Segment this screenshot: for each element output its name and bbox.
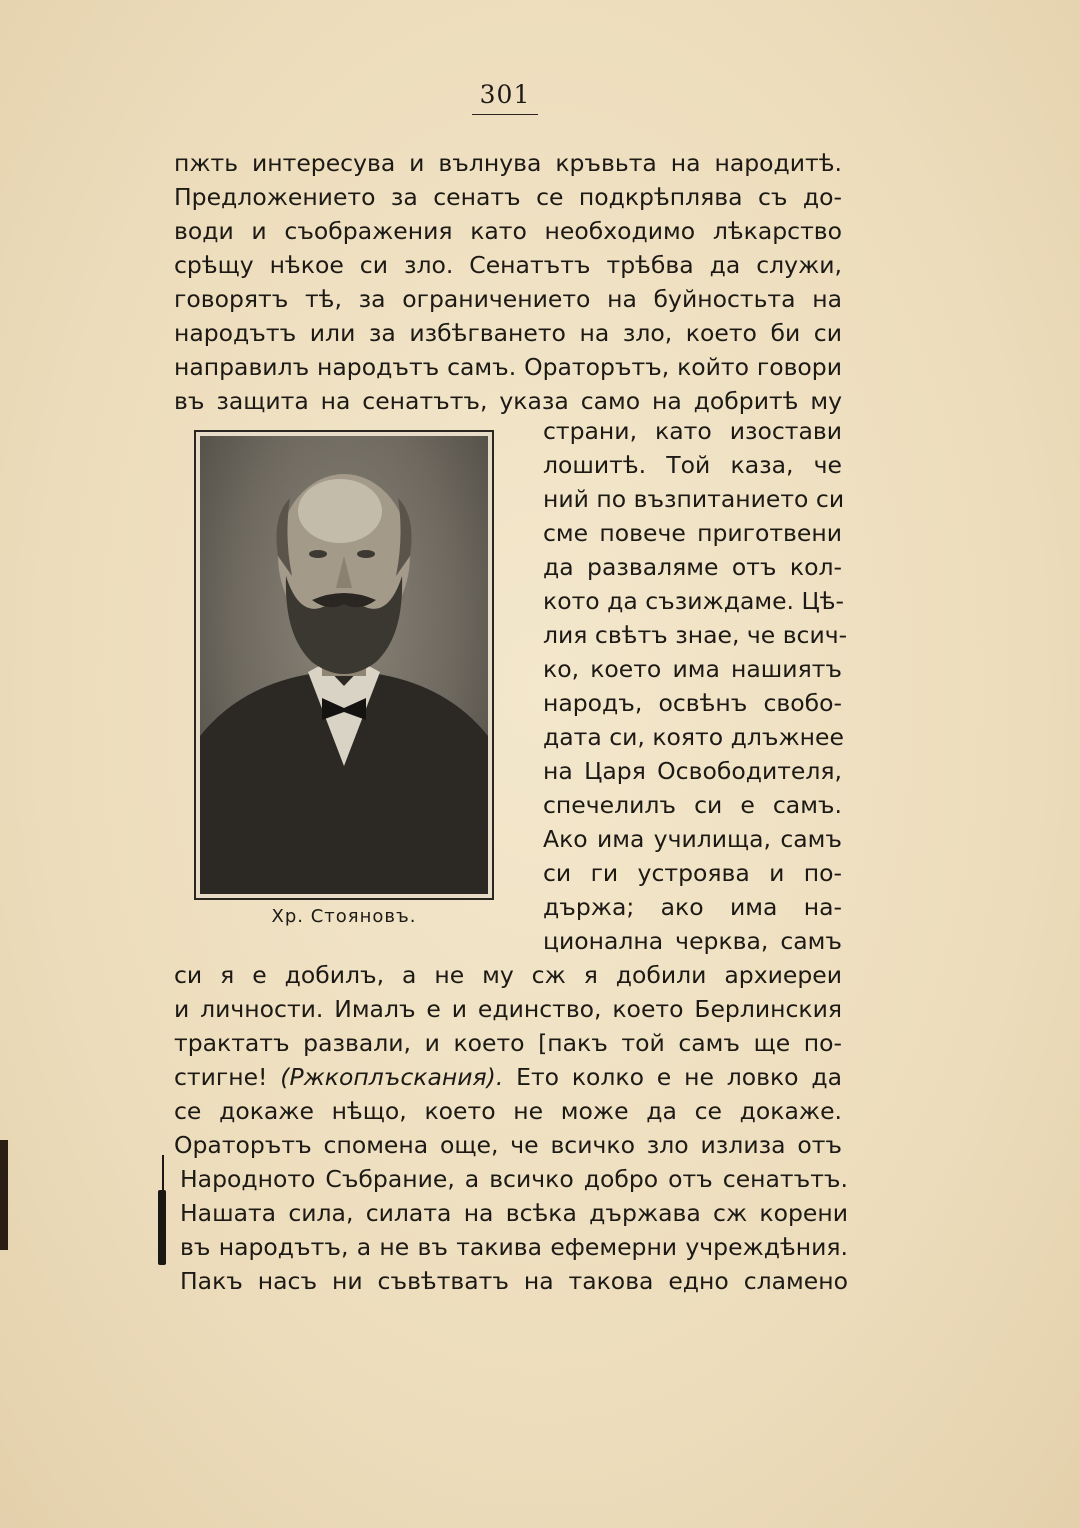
text-line: Народното Събрание, а всичко добро отъ сенатътъ. (180, 1165, 848, 1193)
applause-note: (Ржкоплъскания). (280, 1063, 504, 1091)
text-line: държа; ако има на- (543, 893, 842, 921)
page-number-rule (472, 114, 538, 115)
text-line: трактатъ развали, и което [пакъ той самъ ще по- (174, 1029, 842, 1057)
text-line: страни, като изостави (543, 417, 842, 445)
text-line: си я е добилъ, а не му сж я добили архиереи (174, 961, 842, 989)
text-line: Пакъ насъ ни съвѣтватъ на такова едно сламено (180, 1267, 848, 1295)
margin-mark (162, 1155, 164, 1195)
text-line: спечелилъ си е самъ. (543, 791, 842, 819)
text-line: ко, което има нашиятъ (543, 655, 842, 683)
text-segment: стигне! (174, 1063, 281, 1091)
text-line: пжть интересува и вълнува кръвьта на народитѣ. (174, 149, 842, 177)
text-line: направилъ народътъ самъ. Ораторътъ, който говори (174, 353, 842, 381)
text-line: ний по възпитанието си (543, 485, 845, 513)
text-line: ционална черква, самъ (543, 927, 842, 955)
photo-caption: Хр. Стояновъ. (271, 906, 417, 927)
text-line: народътъ или за избѣгването на зло, което би си (174, 319, 842, 347)
text-line: сме повече приготвени (543, 519, 842, 547)
text-line: въ защита на сенатътъ, указа само на добритѣ му (174, 387, 842, 415)
text-line: води и съображения като необходимо лѣкарство (174, 217, 842, 245)
text-line: Ораторътъ спомена още, че всичко зло излиза отъ (174, 1131, 842, 1159)
text-line: срѣщу нѣкое си зло. Сенатътъ трѣбва да служи, (174, 251, 842, 279)
text-line: въ народътъ, а не въ такива ефемерни учреждѣния. (180, 1233, 848, 1261)
text-line-applause (174, 1060, 842, 1094)
text-line: народъ, освѣнъ свобо- (543, 689, 842, 717)
text-line: на Царя Освободителя, (543, 757, 842, 785)
text-line: говорятъ тѣ, за ограничението на буйностьта на (174, 285, 842, 313)
text-line: лия свѣтъ знае, че всич- (543, 621, 848, 649)
text-segment: Ето колко е не ловко да (503, 1063, 842, 1091)
text-line: да разваляме отъ кол- (543, 553, 842, 581)
text-line: Нашата сила, силата на всѣка държава сж корени (180, 1199, 848, 1227)
page-number: 301 (479, 80, 531, 109)
text-line: дата си, която длъжнее (543, 723, 844, 751)
portrait-photo (200, 436, 488, 894)
portrait-photo-frame (194, 430, 494, 900)
text-line: кото да съзиждаме. Цѣ- (543, 587, 844, 615)
text-line: и личности. Ималъ е и единство, което Берлинския (174, 995, 842, 1023)
text-line: Ако има училища, самъ (543, 825, 842, 853)
text-line: се докаже нѣщо, което не може да се докаже. (174, 1097, 842, 1125)
text-line: Предложението за сенатъ се подкрѣплява съ до- (174, 183, 842, 211)
page-edge-mark (0, 1140, 8, 1250)
margin-mark (158, 1190, 166, 1265)
text-line: лошитѣ. Той каза, че (543, 451, 842, 479)
text-line: си ги устроява и по- (543, 859, 842, 887)
